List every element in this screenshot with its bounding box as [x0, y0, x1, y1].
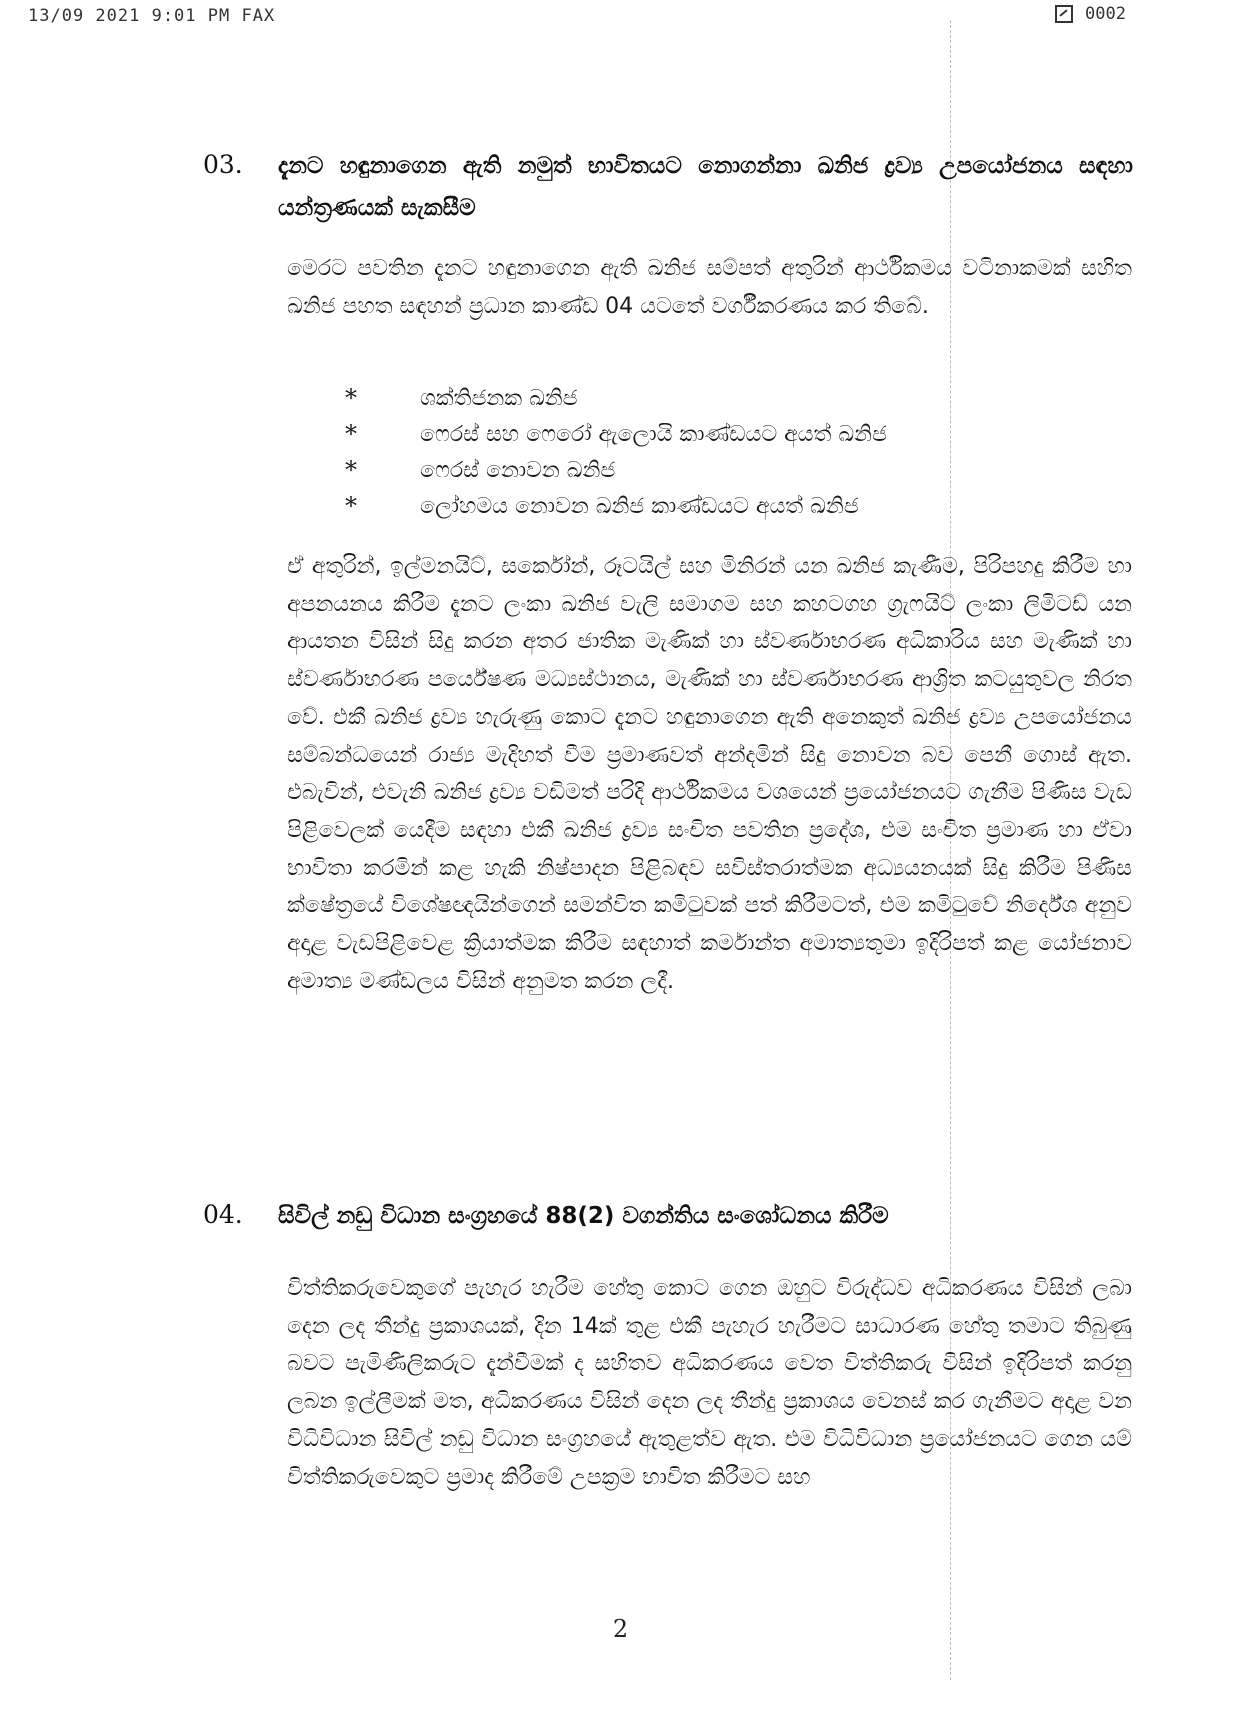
list-item-text: ෆෙරස් සහ ෆෙරෝ ඇලොයි කාණ්ඩයට අයත් ඛනිජ: [420, 421, 887, 447]
section-03-intro: මෙරට පවතින දැනට හඳුනාගෙන ඇති ඛනිජ සම්පත් අතුරින් ආර්ථිකමය වටිනාකමක් සහිත ඛනිජ පහත සඳහන් ප්‍රධාන කාණ්ඩ 04 යටතේ වර්ගීකරණය කර තිබේ.: [287, 256, 1132, 319]
fax-page-code-text: 0002: [1085, 4, 1126, 24]
asterisk-icon: *: [345, 492, 357, 520]
page-number: 2: [612, 1615, 629, 1643]
section-04-body: විත්තිකරුවෙකුගේ පැහැර හැරීම හේතු කොට ගෙන ඔහුට විරුද්ධව අධිකරණය විසින් ලබා දෙන ලද තීන්දු ප්‍රකාශයක්, දින 14ක් තුළ එකී පැහැර හැරීමට සාධාරණ හේතු තමාට තිබුණු බවට පැමිණිලිකරුට දැන්වීමක් ද සහිතව අධිකරණය වෙත විත්තිකරු විසින් ඉදිරිපත් කරනු ලබන ඉල්ලීමක් මත, අධිකරණය විසින් දෙන ලද තීන්දු ප්‍රකාශය වෙනස් කර ගැනීමට අදාළ වන විධිවිධාන සිවිල් නඩු විධාන සංග්‍රහයේ ඇතුළත්ව ඇත. එම විධිවිධාන ප්‍රයෝජනයට ගෙන යම් විත්තිකරුවෙකුට ප්‍රමාද කිරීමේ උපක්‍රම භාවිත කිරීමට සහ: [287, 1276, 1132, 1490]
list-item-text: ෆෙරස් නොවන ඛනිජ: [420, 457, 616, 483]
section-03-title: දැනට හඳුනාගෙන ඇති නමුත් භාවිතයට නොගන්නා ඛනිජ ද්‍රව්‍ය උපයෝජනය සඳහා යන්ත්‍රණයක් සැකසීම: [278, 153, 1133, 221]
section-04-title: සිවිල් නඩු විධාන සංග්‍රහයේ 88(2) වගන්තිය සංශෝධනය කිරීම: [278, 1203, 889, 1229]
list-item: [345, 488, 1105, 524]
asterisk-icon: *: [345, 456, 357, 484]
asterisk-icon: *: [345, 384, 357, 412]
section-04-number: 04.: [203, 1200, 243, 1229]
list-item: [345, 452, 1105, 488]
section-03-number: 03.: [203, 150, 243, 179]
list-item-text: ලෝහමය නොවන ඛනිජ කාණ්ඩයට අයත් ඛනිජ: [420, 493, 859, 519]
checkbox-icon: [1055, 5, 1073, 23]
list-item: [345, 416, 1105, 452]
fax-page-code: [1055, 4, 1126, 24]
mineral-category-list: [345, 380, 1105, 524]
list-item: [345, 380, 1105, 416]
list-item-text: ශක්තිජනක ඛනිජ: [420, 385, 578, 411]
fax-header-timestamp: 13/09 2021 9:01 PM FAX: [28, 6, 276, 26]
section-03-body: ඒ අතුරින්, ඉල්මනයිට්, සර්කෝන්, රූටයිල් සහ මිනිරන් යන ඛනිජ කැණීම, පිරිපහදු කිරීම හා අපනයනය කිරීම දැනට ලංකා ඛනිජ වැලි සමාගම සහ කහටගහ ග්‍රැෆයිට් ලංකා ලිමිටඩ් යන ආයතන විසින් සිදු කරන අතර ජාතික මැණික් හා ස්වර්ණාභරණ අධිකාරිය සහ මැණික් හා ස්වර්ණාභරණ පර්යේෂණ මධ්‍යස්ථානය, මැණික් හා ස්වර්ණාභරණ ආශ්‍රිත කටයුතුවල නිරත වේ. එකී ඛනිජ ද්‍රව්‍ය හැරුණු කොට දැනට හඳුනාගෙන ඇති අනෙකුත් ඛනිජ ද්‍රව්‍ය උපයෝජනය සම්බන්ධයෙන් රාජ්‍ය මැදිහත් වීම ප්‍රමාණවත් අන්දමින් සිදු නොවන බව පෙනී ගොස් ඇත. එබැවින්, එවැනි ඛනිජ ද්‍රව්‍ය වඩිමත් පරිදි ආර්ථිකමය වශයෙන් ප්‍රයෝජනයට ගැනීම පිණිස වැඩ පිළිවෙලක් යෙදීම සඳහා එකී ඛනිජ ද්‍රව්‍ය සංචිත පවතින ප්‍රදේශ, එම සංචිත ප්‍රමාණ හා ඒවා භාවිතා කරමින් කළ හැකි නිෂ්පාදන පිළිබඳව සවිස්තරාත්මක අධ්‍යයනයක් සිදු කිරීම පිණිස ක්ෂේත්‍රයේ විශේෂඥයින්ගෙන් සමන්විත කමිටුවක් පත් කිරීමටත්, එම කමිටුවේ නිර්දේශ අනුව අදාළ වැඩපිළිවෙළ ක්‍රියාත්මක කිරීම සඳහාත් කර්මාන්ත අමාත්‍යතුමා ඉදිරිපත් කළ යෝජනාව අමාත්‍ය මණ්ඩලය විසින් අනුමත කරන ලදී.: [287, 554, 1132, 994]
asterisk-icon: *: [345, 420, 357, 448]
